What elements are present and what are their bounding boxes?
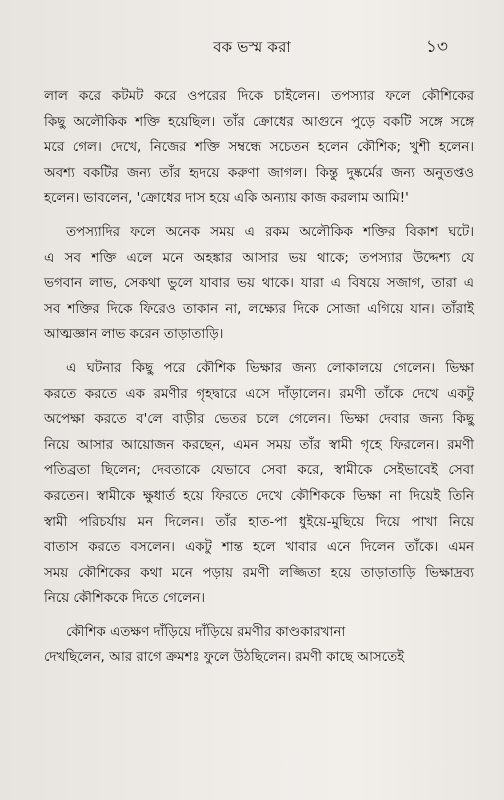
text-line: সময় কৌশিকের কথা মনে পড়ায় রমণী লজ্জিতা হয়ে তাড়াতাড়ি ভিক্ষাদ্রব্য <box>44 565 474 581</box>
text-line: কিছু অলৌকিক শক্তি হয়েছিল। তাঁর ক্রোধের আগুনে পুড়ে বকটি সঙ্গে সঙ্গে <box>44 114 474 130</box>
paragraph-gap <box>44 212 474 220</box>
text-line: নিয়ে কৌশিককে দিতে গেলেন। <box>44 591 206 607</box>
paragraph <box>44 356 474 612</box>
text-line: দেখছিলেন, আর রাগে ক্রমশঃ ফুলে উঠছিলেন। রমণী কাছে আসতেই <box>44 650 405 666</box>
text-line: ভগবান লাভ, সেকথা ভুলে যাবার ভয় থাকে। যারা এ বিষয়ে সজাগ, তারা এ <box>44 276 474 292</box>
text-line: অপেক্ষা করতে ব'লে বাড়ীর ভেতর চলে গেলেন। ভিক্ষা দেবার জন্য কিছু <box>44 412 474 428</box>
text-line: পতিব্রতা ছিলেন; দেবতাকে যেভাবে সেবা করে, স্বামীকে সেইভাবেই সেবা <box>44 463 474 479</box>
text-line: নিয়ে আসার আয়োজন করছেন, এমন সময় তাঁর স্বামী গৃহে ফিরলেন। রমণী <box>44 437 474 453</box>
text-line: করতে করতে এক রমণীর গৃহদ্বারে এসে দাঁড়ালেন। রমণী তাঁকে দেখে একটু <box>44 386 474 402</box>
text-line: সব শক্তির দিকে ফিরেও তাকান না, লক্ষ্যের দিকে সোজা এগিয়ে যান। তাঁরাই <box>44 301 474 317</box>
text-line: অবশ্য বকটির জন্য তাঁর হৃদয়ে করুণা জাগল। কিন্তু দুষ্কর্মের জন্য অনুতপ্তও <box>44 165 474 181</box>
text-line: মরে গেল। দেখে, নিজের শক্তি সম্বন্ধে সচেতন হলেন কৌশিক; খুশী হলেন। <box>44 140 474 156</box>
text-line: কৌশিক এতক্ষণ দাঁড়িয়ে দাঁড়িয়ে রমণীর কাণ্ডকারখানা <box>66 624 346 640</box>
paragraph <box>44 220 474 348</box>
paragraph-gap <box>44 348 474 356</box>
running-head <box>0 34 504 60</box>
page-number: ১৩ <box>425 37 448 57</box>
body-text <box>44 84 474 671</box>
chapter-title: বক ভস্ম করা <box>213 38 291 56</box>
text-line: লাল করে কটমট করে ওপরের দিকে চাইলেন। তপস্যার ফলে কৌশিকের <box>44 89 474 104</box>
text-line: তপস্যাদির ফলে অনেক সময় এ রকম অলৌকিক শক্তির বিকাশ ঘটে। <box>66 224 474 240</box>
paragraph <box>44 84 474 212</box>
text-line: করতেন। স্বামীকে ক্ষুধার্ত হয়ে ফিরতে দেখে কৌশিককে ভিক্ষা না দিয়েই তিনি <box>44 488 474 504</box>
text-line: হলেন। ভাবলেন, 'ক্রোধের দাস হয়ে একি অন্যায় কাজ করলাম আমি!' <box>44 191 409 207</box>
paragraph-gap <box>44 612 474 620</box>
text-line: এ ঘটনার কিছু পরে কৌশিক ভিক্ষার জন্য লোকালয়ে গেলেন। ভিক্ষা <box>66 360 474 376</box>
text-line: এ সব শক্তি এলে মনে অহঙ্কার আসার ভয় থাকে; তপস্যার উদ্দেশ্য যে <box>44 250 474 266</box>
text-line: বাতাস করতে বসলেন। একটু শান্ত হলে খাবার এনে দিলেন তাঁকে। এমন <box>44 540 474 556</box>
text-line: আত্মজ্ঞান লাভ করেন তাড়াতাড়ি। <box>44 327 224 343</box>
paragraph <box>44 620 474 671</box>
text-line: স্বামী পরিচর্যায় মন দিলেন। তাঁর হাত-পা ধুইয়ে-মুছিয়ে দিয়ে পাখা নিয়ে <box>44 514 474 530</box>
